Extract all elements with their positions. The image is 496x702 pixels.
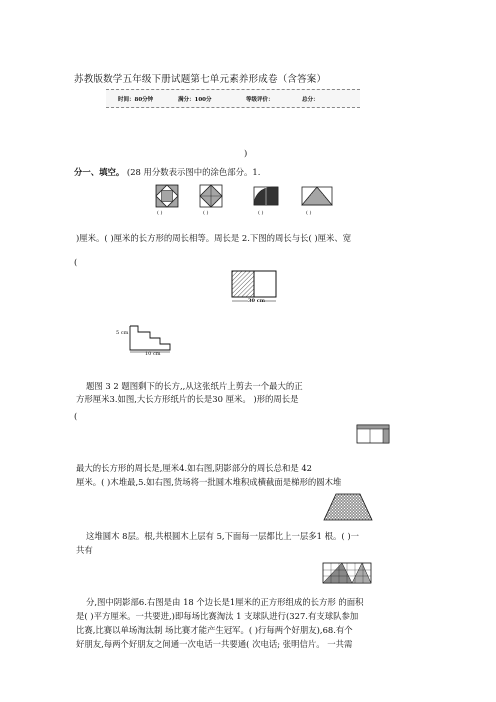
question3-line-3: (: [74, 411, 78, 421]
stair-side-label: 5 cm: [116, 330, 129, 336]
section1-text: (28 用分数表示图中的涂色部分。1.: [126, 167, 261, 177]
section1-label: 分一、填空。: [74, 167, 125, 177]
question2-line-2: (: [74, 257, 78, 267]
figure-triangle-rect: [302, 187, 332, 205]
document-title: 苏教版数学五年级下册试题第七单元素养形成卷（含答案）: [74, 74, 327, 85]
full-score: 满分：100分: [178, 97, 212, 103]
stair-bottom-label: 10 cm: [145, 351, 161, 357]
question5-line-2: 共有: [76, 545, 93, 555]
question7-line: 比赛,比赛以单场淘汰制 场比赛才能产生冠军。( )行每两个好朋友),68.有个: [76, 625, 353, 635]
stray-paren: ): [244, 148, 248, 158]
figure-grid-diamond: [200, 185, 222, 207]
exam-time: 时间：80分钟: [118, 97, 154, 103]
rect-length-label: 30 cm: [248, 298, 266, 304]
figure2-blank: ( ): [203, 210, 209, 216]
exam-info-bar: [106, 89, 360, 108]
section1-line: [74, 166, 260, 179]
question6-line-2: 是( )平方厘米。一共要进,)即每场比赛淘汰 1 支球队进行(327.有支球队参加: [76, 611, 359, 621]
fraction-figures: [154, 183, 344, 223]
question3-line-2: 方形厘米3.如图,大长方形纸片的长是30 厘米。 )形的周长是: [76, 394, 299, 404]
figure4-blank: ( ): [306, 210, 312, 216]
question4-line-2: 厘米。( )木堆最,5.如右图,货场将一批圆木堆积成横截面是梯形的圆木堆: [76, 477, 342, 487]
figure-square-diamond: [156, 185, 178, 207]
figure1-blank: ( ): [157, 210, 163, 216]
staircase-figure: [128, 322, 188, 352]
grade-evaluation: 等级评价：: [246, 97, 274, 103]
question4-line-1: 最大的长方形的周长是,厘米4.如右图,阴影部分的周长总和是 42: [76, 463, 313, 473]
question3-line-1: 题图 3 2 题图剩下的长方,,从这张纸片上剪去一个最大的正: [86, 381, 303, 391]
grid-rectangle-figure: [322, 562, 374, 586]
figure-quarter-circle: [254, 187, 278, 205]
shaded-perimeter-figure: [356, 424, 390, 444]
question6-line-1: 分,图中阴影部6.右图是由 18 个边长是1厘米的正方形组成的长方形 的面积: [86, 597, 364, 607]
question2-line: )厘米。( )厘米的长方形的周长相等。周长是 2.下图的周长与长( )厘米、宽: [76, 233, 352, 243]
log-pile-figure: [322, 492, 374, 522]
figure3-blank: ( ): [258, 210, 264, 216]
question8-line: 好朋友,每两个好朋友之间通一次电话一共要通( 次电话; 张明信片。 一共需: [76, 639, 353, 649]
total-score: 总分：: [302, 97, 319, 103]
question5-line-1: 这堆圆木 8层。根,共根圆木上层有 5,下面每一层都比上一层多1 根。( )一: [86, 531, 359, 541]
